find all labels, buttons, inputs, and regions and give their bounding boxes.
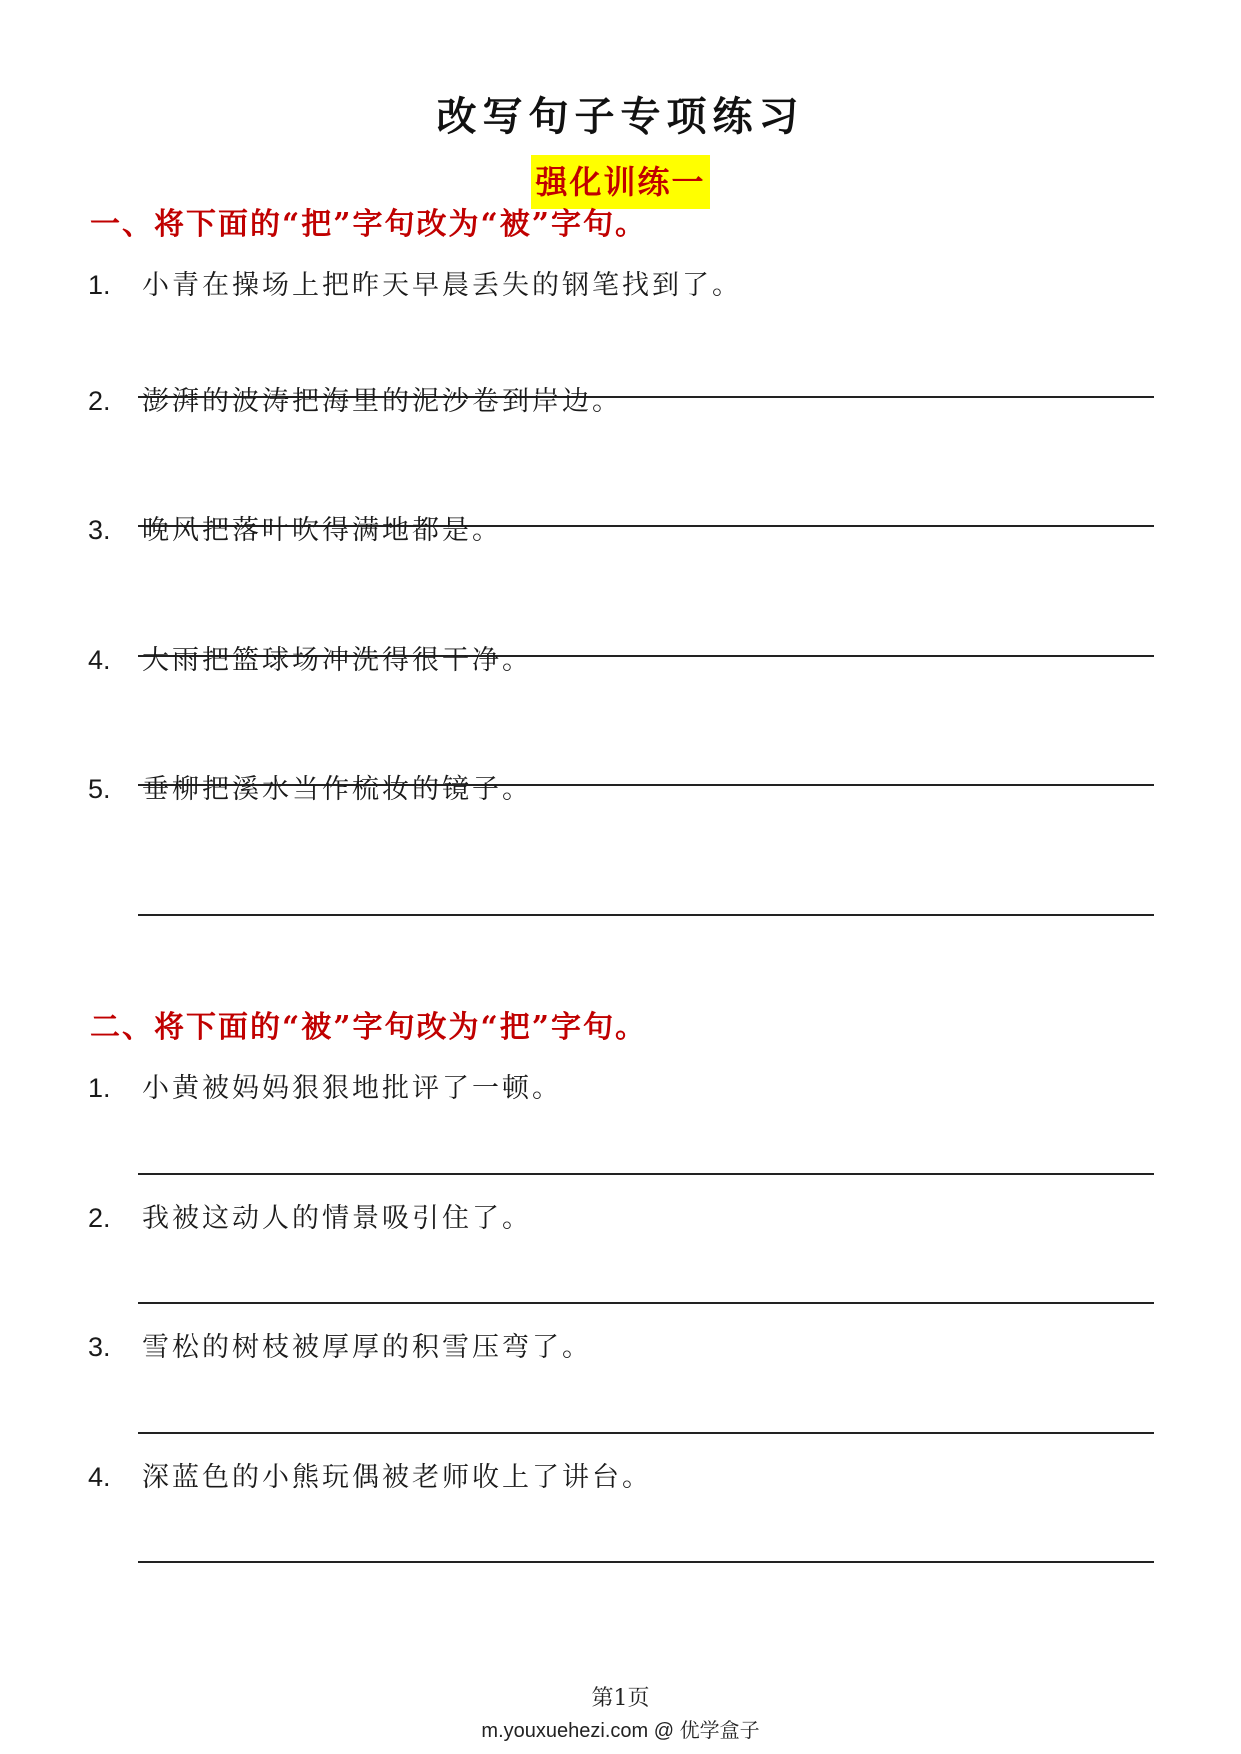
answer-line[interactable] [138,1561,1154,1563]
answer-line[interactable] [138,1173,1154,1175]
question-number: 2. [88,386,111,416]
question-number: 3. [88,1332,111,1362]
section-heading-2: 二、将下面的“被”字句改为“把”字句。 [90,1010,648,1045]
question-item [88,1198,1148,1239]
question-text: 垂柳把溪水当作梳妆的镜子。 [142,774,532,805]
subtitle-container [0,155,1241,209]
question-text: 晚风把落叶吹得满地都是。 [142,515,502,546]
question-item [88,769,1148,810]
question-number: 1. [88,270,111,300]
answer-line[interactable] [138,1302,1154,1304]
question-number: 1. [88,1073,111,1103]
page-title: 改写句子专项练习 [436,93,805,140]
question-item [88,1327,1148,1368]
question-text: 我被这动人的情景吸引住了。 [142,1203,532,1234]
question-item [88,640,1148,681]
page-number: 第1页 [591,1686,650,1711]
answer-line[interactable] [138,1432,1154,1434]
answer-line[interactable] [138,914,1154,916]
question-number: 4. [88,645,111,675]
question-item [88,1068,1148,1109]
question-text: 深蓝色的小熊玩偶被老师收上了讲台。 [142,1462,652,1493]
question-text: 雪松的树枝被厚厚的积雪压弯了。 [142,1332,592,1363]
question-number: 5. [88,774,111,804]
question-number: 4. [88,1462,111,1492]
question-item [88,265,1148,306]
question-text: 小黄被妈妈狠狠地批评了一顿。 [142,1073,562,1104]
question-item [88,1457,1148,1498]
question-item [88,510,1148,551]
question-number: 3. [88,515,111,545]
question-number: 2. [88,1203,111,1233]
question-text: 大雨把篮球场冲洗得很干净。 [142,645,532,676]
section-heading-1: 一、将下面的“把”字句改为“被”字句。 [90,207,648,242]
page-subtitle: 强化训练一 [531,155,709,209]
question-text: 小青在操场上把昨天早晨丢失的钢笔找到了。 [142,270,742,301]
question-text: 澎湃的波涛把海里的泥沙卷到岸边。 [142,386,622,417]
footer-site-credit: m.youxuehezi.com @ 优学盒子 [481,1720,760,1742]
question-item [88,381,1148,422]
